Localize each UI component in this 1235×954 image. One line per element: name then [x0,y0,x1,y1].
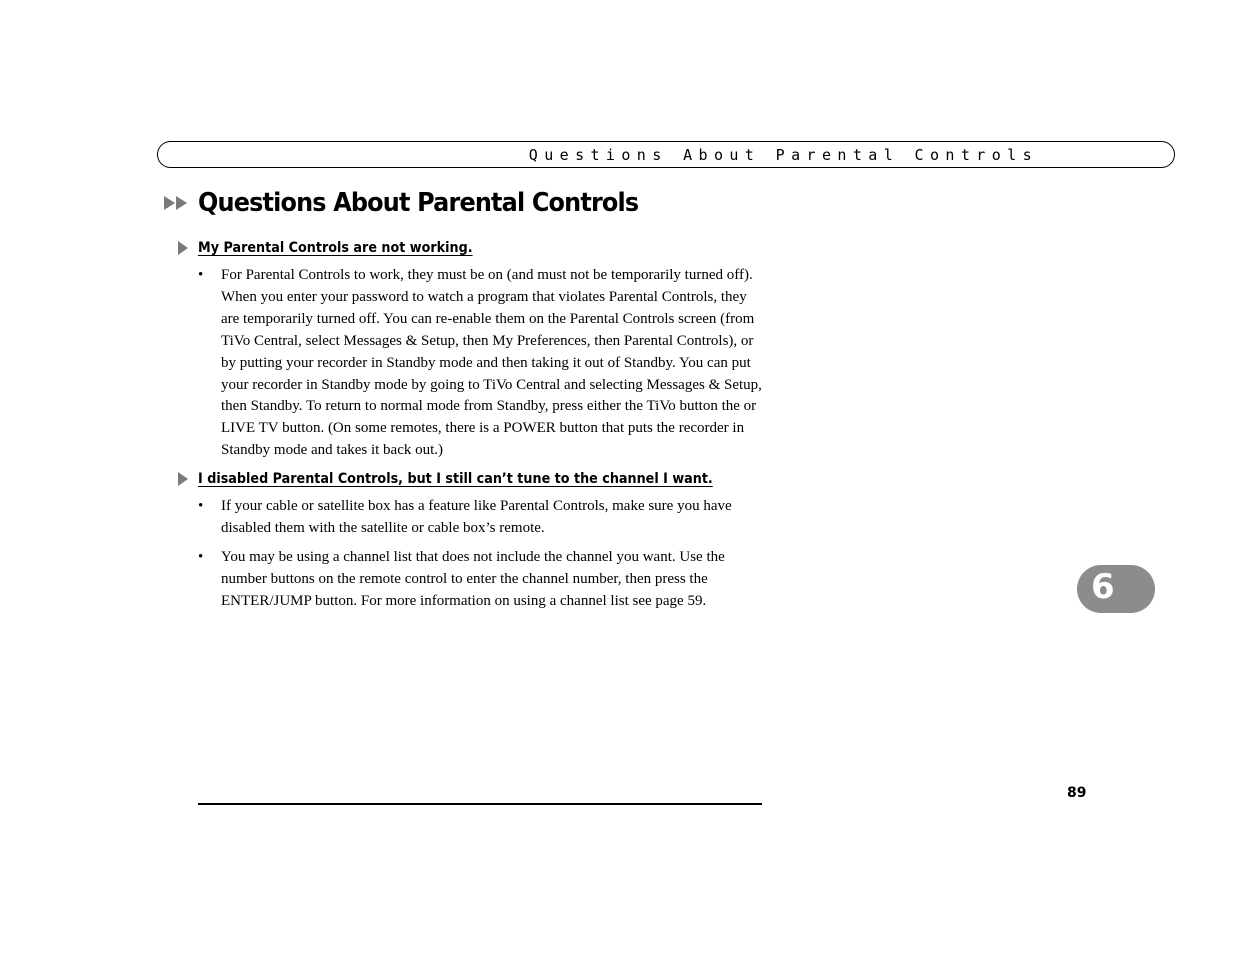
answer-bullet [198,547,763,613]
question-text: I disabled Parental Controls, but I still can’t tune to the channel I want. [198,471,713,487]
question-text: My Parental Controls are not working. [198,240,473,256]
page-title-row [164,188,677,218]
bullet-marker: • [198,267,204,283]
bullet-marker: • [198,498,204,514]
answer-text: If your cable or satellite box has a feature like Parental Controls, make sure you have disabled them with the satellite or cable box’s remote. [221,498,732,536]
answer-text: You may be using a channel list that does not include the channel you want. Use the number buttons on the remote control to enter the channel number, then press the ENTER/JUMP button. For more information on using a channel list see page 59. [221,549,725,609]
page-number: 89 [1067,785,1087,801]
question-heading [177,471,783,487]
chapter-number: 6 [1091,567,1115,607]
bullet-marker: • [198,549,204,565]
question-heading [177,240,510,256]
footer-rule [198,803,762,805]
answer-bullet [198,265,763,462]
running-header-text: Questions About Parental Controls [528,146,1038,164]
running-header-bar [157,141,1175,168]
answer-text: For Parental Controls to work, they must be on (and must not be temporarily turned off). When you enter your password to watch a program that violates Parental Controls, they are temporarily turned off. You can re-enable them on the Parental Controls screen (from TiVo Central, select Messages & Setup, then My Preferences, then Parental Controls), or by putting your recorder in Standby mode and then taking it out of Standby. You can put your recorder in Standby mode by going to TiVo Central and selecting Messages & Setup, then Standby. To return to normal mode from Standby, press either the TiVo button the or LIVE TV button. (On some remotes, there is a POWER button that puts the recorder in Standby mode and takes it back out.) [221,267,762,459]
chapter-tab [1077,565,1155,613]
fast-forward-icon [164,195,189,211]
answer-bullet [198,496,763,540]
play-icon [177,241,189,255]
page-title: Questions About Parental Controls [198,188,639,218]
play-icon [177,472,189,486]
